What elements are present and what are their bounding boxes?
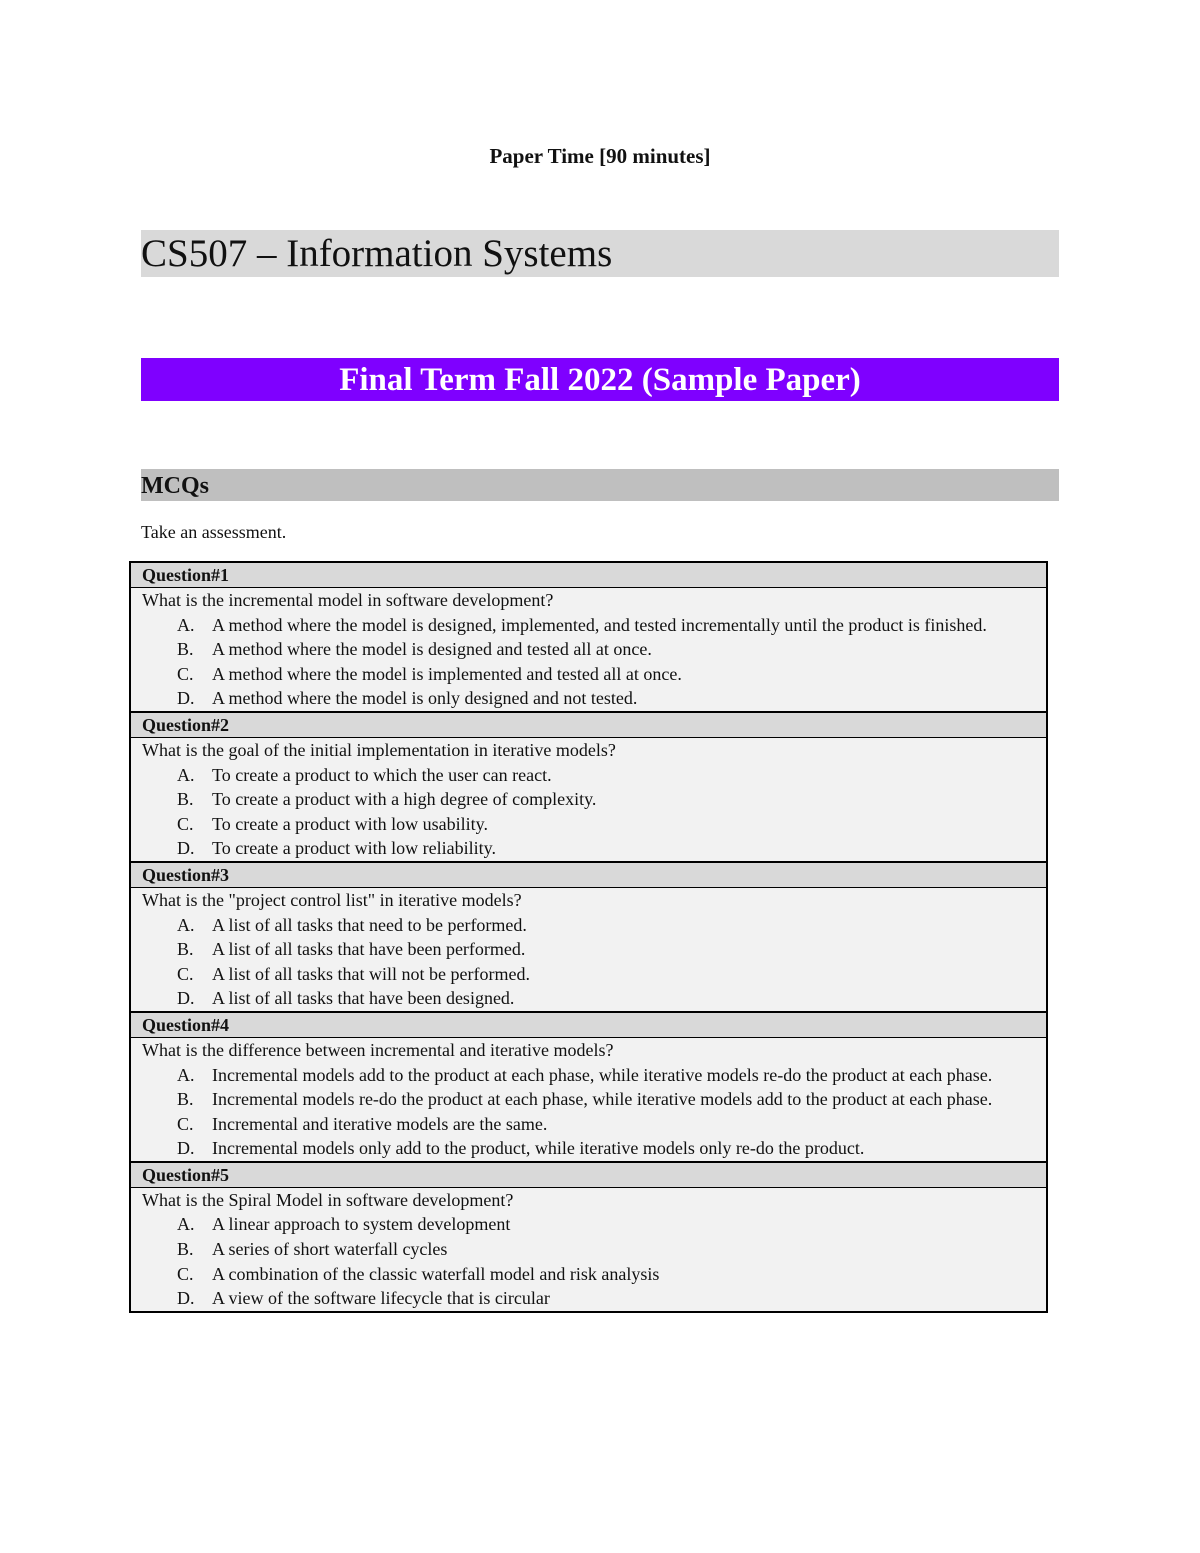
- questions-table: [129, 561, 1048, 1313]
- option-letter: D.: [177, 1138, 195, 1159]
- question-text: What is the incremental model in software development?: [142, 590, 554, 610]
- option-text: To create a product with low reliability.: [212, 838, 496, 859]
- option: [142, 1212, 1036, 1237]
- question-text: What is the Spiral Model in software development?: [142, 1189, 514, 1210]
- option: [142, 1237, 1036, 1262]
- option-letter: D.: [177, 838, 195, 859]
- option-text: A method where the model is designed, implemented, and tested incrementally until the product is finished.: [212, 614, 987, 635]
- option: [142, 913, 1036, 938]
- question-text: What is the difference between incremental and iterative models?: [142, 1039, 614, 1060]
- option-text: A list of all tasks that have been performed.: [212, 939, 526, 960]
- option: [142, 1112, 1036, 1137]
- option-text: Incremental models re-do the product at each phase, while iterative models add to the product at each phase.: [212, 1089, 993, 1110]
- option: [142, 637, 1036, 662]
- option-text: Incremental and iterative models are the same.: [212, 1113, 548, 1134]
- question-text: What is the goal of the initial implementation in iterative models?: [142, 739, 616, 760]
- question-block: [131, 713, 1046, 863]
- option: [142, 763, 1036, 788]
- intro-text: Take an assessment.: [141, 522, 287, 542]
- option: [142, 1063, 1036, 1088]
- question-body: [131, 1038, 1046, 1161]
- option-text: To create a product with a high degree of complexity.: [212, 789, 597, 810]
- course-title: CS507 – Information Systems: [141, 230, 1059, 277]
- option: [142, 1136, 1036, 1161]
- option-text: To create a product to which the user can react.: [212, 764, 552, 785]
- option: [142, 1262, 1036, 1287]
- option-text: A combination of the classic waterfall model and risk analysis: [212, 1263, 660, 1284]
- option-letter: B.: [177, 789, 194, 810]
- option-letter: C.: [177, 963, 194, 984]
- option-letter: A.: [177, 614, 195, 635]
- option-text: A method where the model is designed and tested all at once.: [212, 639, 652, 660]
- option: [142, 1286, 1036, 1311]
- option: [142, 986, 1036, 1011]
- question-body: [131, 738, 1046, 861]
- option-letter: A.: [177, 1064, 195, 1085]
- question-body: [131, 888, 1046, 1011]
- option-text: A list of all tasks that will not be performed.: [212, 963, 530, 984]
- option-letter: A.: [177, 914, 195, 935]
- option-letter: C.: [177, 1263, 194, 1284]
- option: [142, 812, 1036, 837]
- question-label: Question#2: [131, 713, 1046, 738]
- option: [142, 937, 1036, 962]
- section-header: MCQs: [141, 469, 1059, 501]
- option: [142, 1087, 1036, 1112]
- option-letter: D.: [177, 988, 195, 1009]
- question-text: What is the "project control list" in iterative models?: [142, 889, 522, 910]
- option-letter: B.: [177, 939, 194, 960]
- question-body: [131, 588, 1046, 711]
- option-letter: C.: [177, 1113, 194, 1134]
- option: [142, 662, 1036, 687]
- option: [142, 686, 1036, 711]
- question-block: [131, 563, 1046, 713]
- paper-time: Paper Time [90 minutes]: [489, 144, 711, 168]
- question-label: Question#5: [131, 1163, 1046, 1188]
- option-text: A view of the software lifecycle that is circular: [212, 1288, 550, 1309]
- option-letter: C.: [177, 813, 194, 834]
- option-letter: B.: [177, 1089, 194, 1110]
- question-block: [131, 863, 1046, 1013]
- option: [142, 962, 1036, 987]
- option-letter: D.: [177, 1288, 195, 1309]
- option-text: A series of short waterfall cycles: [212, 1239, 448, 1260]
- question-block: [131, 1013, 1046, 1163]
- option-letter: C.: [177, 663, 194, 684]
- option-letter: B.: [177, 639, 194, 660]
- question-label: Question#3: [131, 863, 1046, 888]
- question-label: Question#4: [131, 1013, 1046, 1038]
- option-text: A method where the model is implemented and tested all at once.: [212, 663, 682, 684]
- question-block: [131, 1163, 1046, 1311]
- option: [142, 836, 1036, 861]
- option-text: A linear approach to system development: [212, 1214, 511, 1235]
- question-label: Question#1: [131, 563, 1046, 588]
- term-banner: Final Term Fall 2022 (Sample Paper): [141, 358, 1059, 401]
- option: [142, 613, 1036, 638]
- option-letter: A.: [177, 1214, 195, 1235]
- option-letter: D.: [177, 688, 195, 709]
- option-text: Incremental models only add to the product, while iterative models only re-do the product.: [212, 1138, 865, 1159]
- option-letter: B.: [177, 1239, 194, 1260]
- question-body: [131, 1188, 1046, 1311]
- option-letter: A.: [177, 764, 195, 785]
- option-text: A list of all tasks that need to be performed.: [212, 914, 527, 935]
- option-text: To create a product with low usability.: [212, 813, 488, 834]
- option-text: A list of all tasks that have been designed.: [212, 988, 515, 1009]
- option-text: A method where the model is only designed and not tested.: [212, 688, 638, 709]
- option-text: Incremental models add to the product at each phase, while iterative models re-do the product at each phase.: [212, 1064, 993, 1085]
- option: [142, 787, 1036, 812]
